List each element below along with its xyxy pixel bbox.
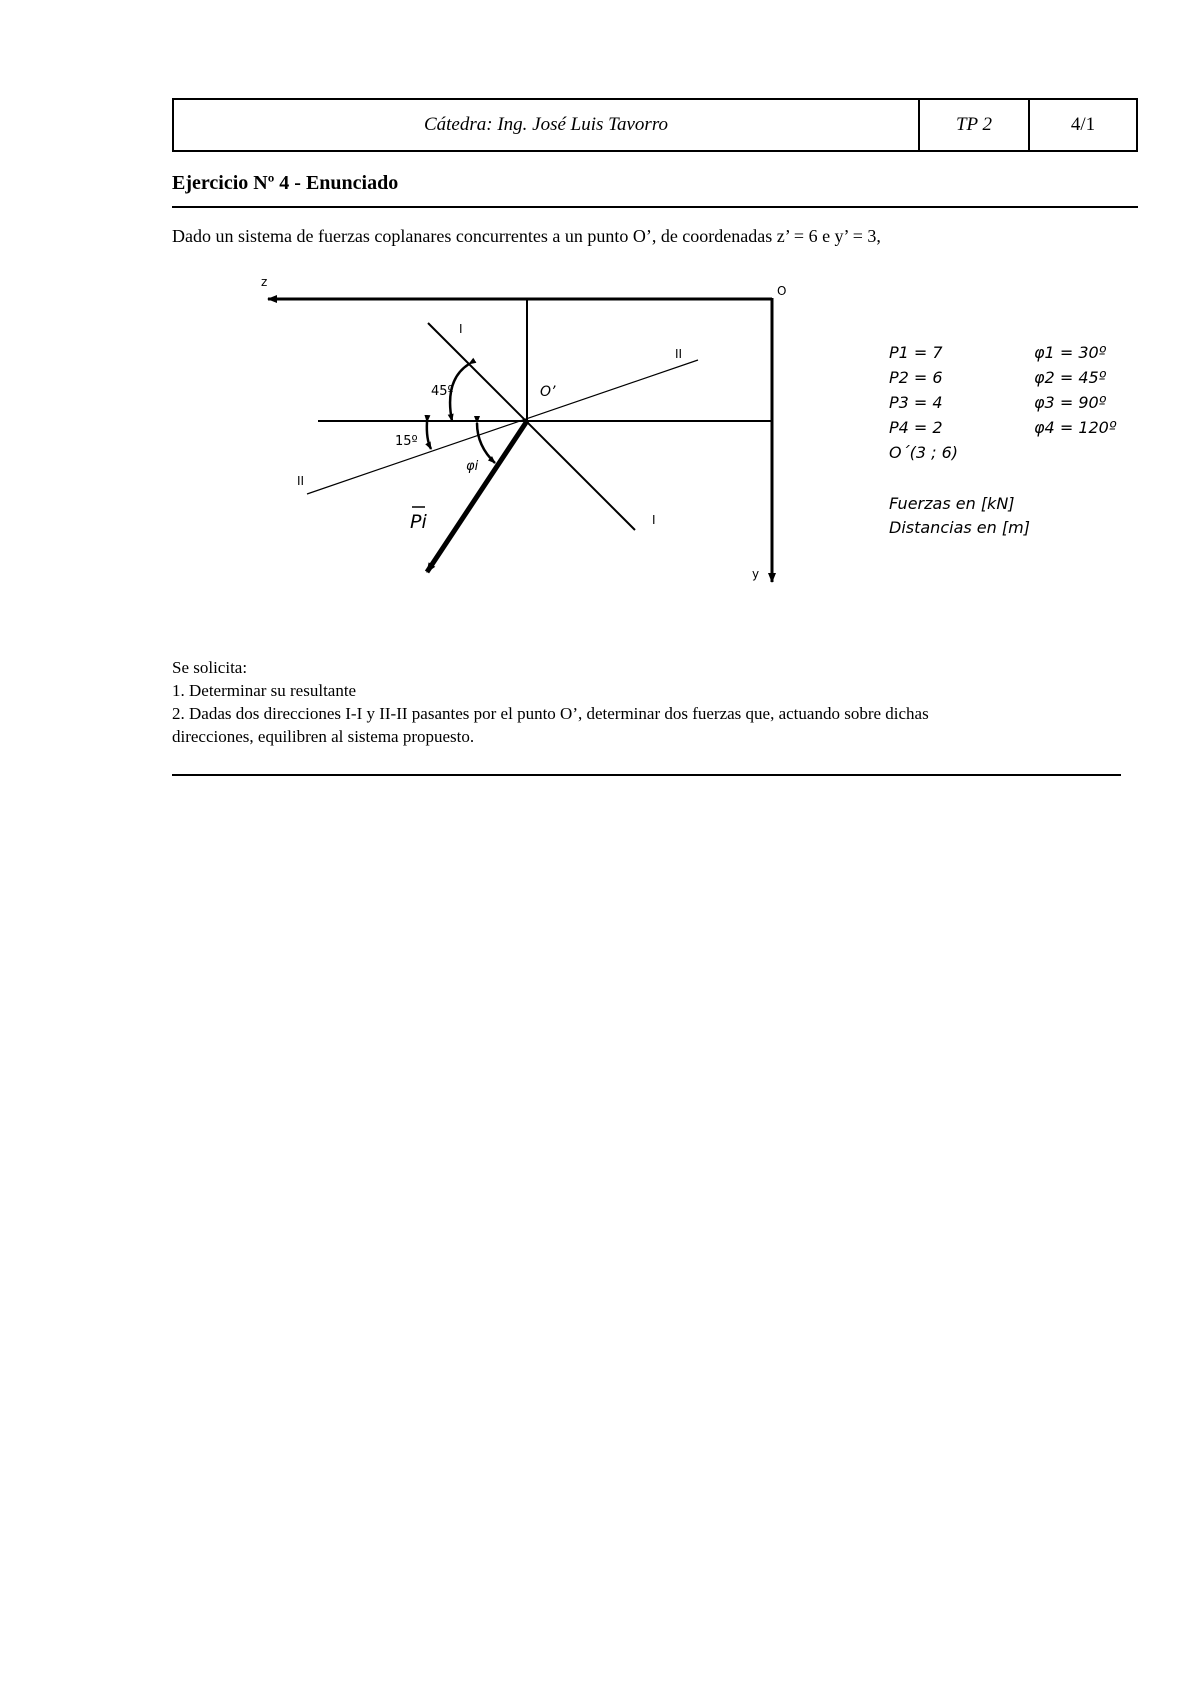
y-axis-label: y xyxy=(752,567,760,581)
request-block xyxy=(172,656,929,748)
origin-label: O xyxy=(777,284,787,298)
direction-II-label-right: II xyxy=(675,347,683,361)
force-magnitude: P2 = 6 xyxy=(889,368,943,387)
tp-cell: TP 2 xyxy=(920,100,1030,150)
angle-45-label: 45º xyxy=(431,384,454,399)
request-title: Se solicita: xyxy=(172,658,248,677)
units-block xyxy=(889,494,1030,542)
units-forces: Fuerzas en [kN] xyxy=(889,494,1015,513)
direction-I-label-top: I xyxy=(459,322,463,336)
request-item-2-line-2: direcciones, equilibren al sistema propuesto. xyxy=(172,727,475,746)
direction-II-label-left: II xyxy=(297,474,305,488)
force-angle: φ1 = 30º xyxy=(1034,343,1107,362)
angle-15-label: 15º xyxy=(395,434,418,449)
angle-15-arc xyxy=(427,422,431,449)
page-number-cell: 4/1 xyxy=(1070,114,1096,135)
request-item-1: 1. Determinar su resultante xyxy=(172,681,357,700)
z-axis-label: z xyxy=(261,275,268,289)
exercise-statement: Dado un sistema de fuerzas coplanares concurrentes a un punto O’, de coordenadas z’ = 6 e y’ = 3, xyxy=(172,226,881,246)
title-divider xyxy=(172,206,1138,208)
direction-II-line xyxy=(307,360,698,494)
angle-phi-label: φi xyxy=(466,459,479,474)
force-magnitude: P1 = 7 xyxy=(889,343,943,362)
force-angle: φ2 = 45º xyxy=(1034,368,1107,387)
force-data-list xyxy=(889,343,1149,468)
force-angle: φ3 = 90º xyxy=(1034,393,1107,412)
force-Pi-label: Pi xyxy=(410,511,427,533)
force-row xyxy=(889,393,1149,418)
force-magnitude: P3 = 4 xyxy=(889,393,943,412)
header-table xyxy=(172,98,1138,152)
o-prime-label: O’ xyxy=(540,384,556,400)
force-diagram xyxy=(255,270,795,585)
o-prime-value: O´(3 ; 6) xyxy=(889,443,958,462)
force-angle: φ4 = 120º xyxy=(1034,418,1117,437)
direction-I-label-bottom: I xyxy=(652,513,656,527)
force-Pi-arrow xyxy=(427,421,527,572)
angle-phi-arc xyxy=(477,423,495,463)
o-prime-coordinates xyxy=(889,443,1149,468)
force-row xyxy=(889,418,1149,443)
force-magnitude: P4 = 2 xyxy=(889,418,943,437)
catedra-cell: Cátedra: Ing. José Luis Tavorro xyxy=(174,100,920,150)
exercise-title: Ejercicio Nº 4 - Enunciado xyxy=(172,172,399,194)
force-row xyxy=(889,343,1149,368)
units-distances: Distancias en [m] xyxy=(889,518,1030,537)
force-row xyxy=(889,368,1149,393)
bottom-divider xyxy=(172,774,1121,776)
direction-I-line xyxy=(428,323,635,530)
request-item-2-line-1: 2. Dadas dos direcciones I-I y II-II pasantes por el punto O’, determinar dos fuerzas que, actuando sobre dichas xyxy=(172,704,929,723)
